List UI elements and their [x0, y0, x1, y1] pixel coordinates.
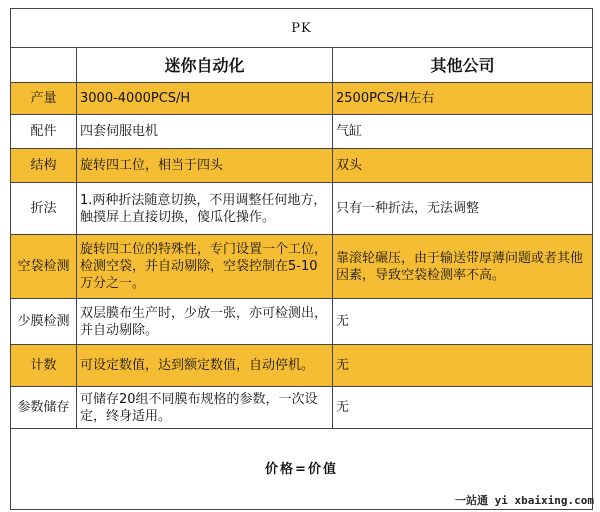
table-row-structure [11, 149, 593, 183]
table-row-film-check [11, 299, 593, 345]
row-ours: 可设定数值，达到额定数值，自动停机。 [77, 345, 333, 387]
row-label: 参数储存 [11, 387, 77, 429]
row-ours: 旋转四工位，相当于四头 [77, 149, 333, 183]
header-others: 其他公司 [333, 48, 593, 83]
header-empty-cell [11, 48, 77, 83]
row-ours: 四套伺服电机 [77, 115, 333, 149]
table-row-folding [11, 183, 593, 235]
row-ours: 3000-4000PCS/H [77, 83, 333, 115]
footer-slogan: 价格=价值 [11, 429, 593, 510]
row-ours: 1.两种折法随意切换，不用调整任何地方，触摸屏上直接切换，傻瓜化操作。 [77, 183, 333, 235]
row-label: 产量 [11, 83, 77, 115]
row-label: 计数 [11, 345, 77, 387]
comparison-table [10, 8, 593, 510]
table-row-counting [11, 345, 593, 387]
row-label: 结构 [11, 149, 77, 183]
table-row-empty-bag-check [11, 235, 593, 299]
watermark: 一站通 yi xbaixing.com [455, 494, 594, 507]
row-others: 气缸 [333, 115, 593, 149]
row-ours: 双层膜布生产时，少放一张，亦可检测出，并自动剔除。 [77, 299, 333, 345]
header-ours: 迷你自动化 [77, 48, 333, 83]
row-ours: 旋转四工位的特殊性，专门设置一个工位，检测空袋，并自动剔除，空袋控制在5-10万分之一。 [77, 235, 333, 299]
table-row-parts [11, 115, 593, 149]
row-others: 无 [333, 387, 593, 429]
table-title: PK [11, 9, 593, 48]
header-row [11, 48, 593, 83]
row-ours: 可储存20组不同膜布规格的参数，一次设定，终身适用。 [77, 387, 333, 429]
row-label: 配件 [11, 115, 77, 149]
row-others: 2500PCS/H左右 [333, 83, 593, 115]
row-others: 靠滚轮碾压，由于输送带厚薄问题或者其他因素，导致空袋检测率不高。 [333, 235, 593, 299]
row-others: 双头 [333, 149, 593, 183]
row-label: 空袋检测 [11, 235, 77, 299]
table-row-param-storage [11, 387, 593, 429]
row-others: 无 [333, 299, 593, 345]
row-others: 只有一种折法，无法调整 [333, 183, 593, 235]
row-label: 少膜检测 [11, 299, 77, 345]
table-row-output [11, 83, 593, 115]
row-label: 折法 [11, 183, 77, 235]
row-others: 无 [333, 345, 593, 387]
